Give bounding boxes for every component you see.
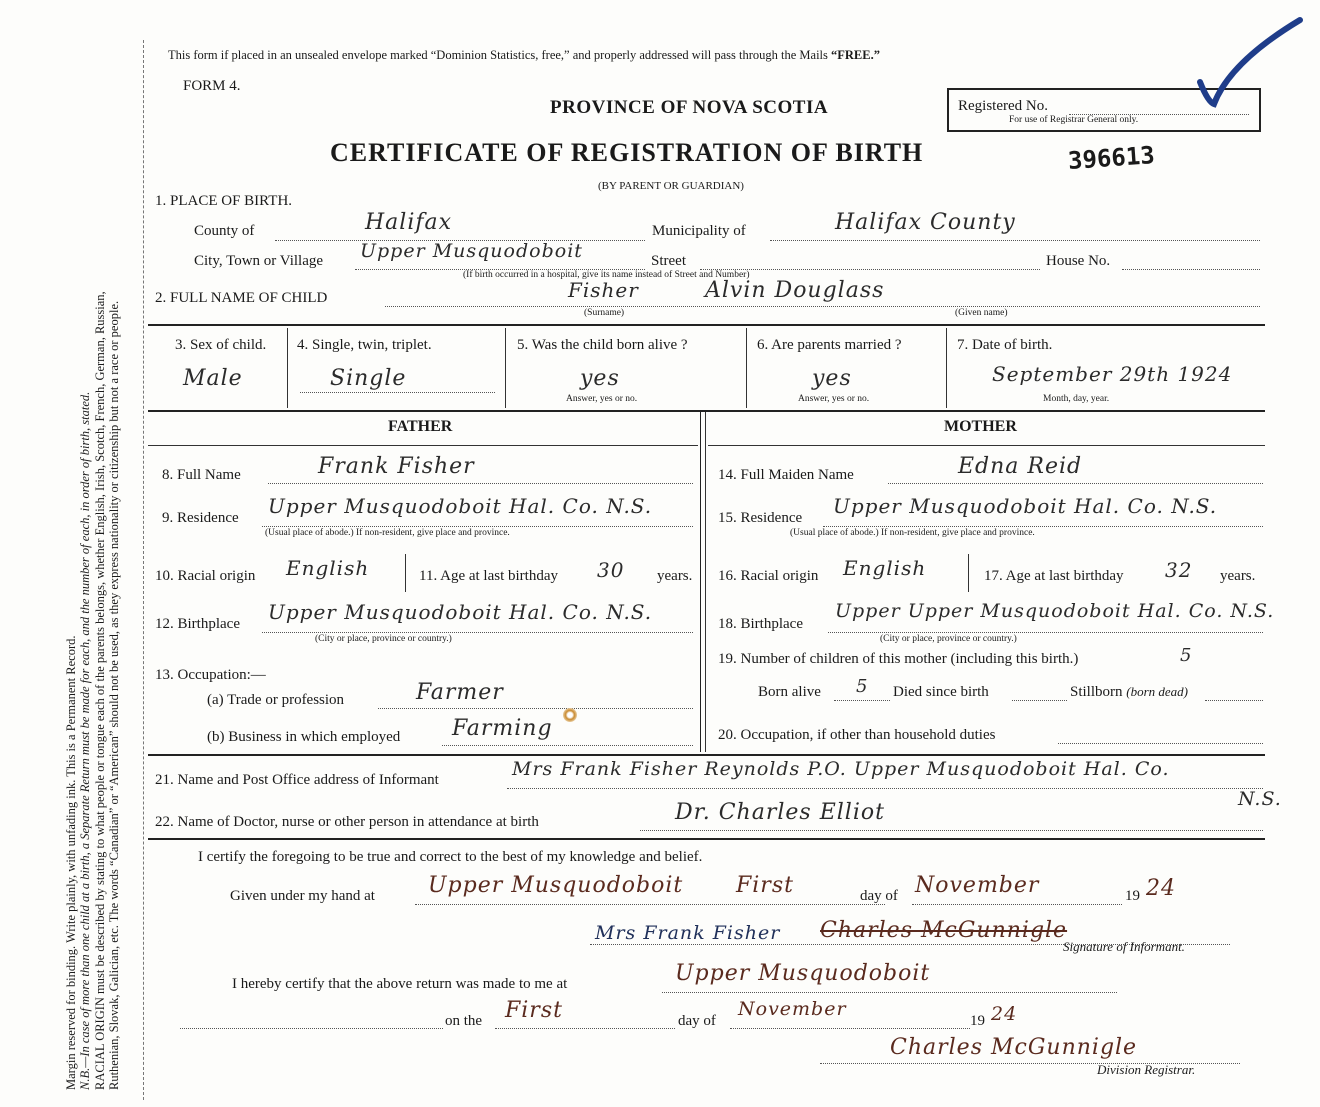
- rule-after-details: [148, 410, 1265, 412]
- check-mark-icon: [1190, 12, 1310, 112]
- house-no-line: [1122, 269, 1260, 270]
- given-under-label: Given under my hand at: [230, 888, 375, 904]
- father-age-label: 11. Age at last birthday: [419, 568, 558, 584]
- informant-label: 21. Name and Post Office address of Informant: [155, 772, 439, 788]
- registrar-year-value: 24: [991, 1003, 1018, 1025]
- registrar-day-of-label: day of: [678, 1013, 716, 1029]
- registrar-signature-caption: Division Registrar.: [1097, 1062, 1196, 1077]
- born-alive-count-value: 5: [856, 676, 869, 697]
- mother-age-label: 17. Age at last birthday: [984, 568, 1124, 584]
- mother-birthplace-caption: (City or place, province or country.): [880, 634, 1017, 644]
- divider-4-5: [505, 328, 506, 408]
- dob-label: 7. Date of birth.: [957, 337, 1053, 353]
- on-the-label: on the: [445, 1013, 483, 1029]
- father-name-line: [268, 483, 693, 484]
- mother-heading-rule: [708, 445, 1265, 446]
- trade-value: Farmer: [416, 680, 504, 705]
- business-value: Farming: [452, 716, 553, 741]
- occupation-label: 13. Occupation:—: [155, 667, 266, 683]
- municipality-label: Municipality of: [652, 223, 746, 239]
- child-given-name-value: Alvin Douglass: [705, 278, 885, 303]
- mother-birthplace-line: [828, 632, 1263, 633]
- given-place-line: [415, 904, 885, 905]
- dob-value: September 29th 1924: [992, 362, 1233, 386]
- mother-residence-value: Upper Musquodoboit Hal. Co. N.S.: [833, 494, 1218, 518]
- rule-after-parents: [148, 754, 1265, 756]
- born-alive-label: 5. Was the child born alive ?: [517, 337, 688, 353]
- margin-instructions: [64, 291, 122, 1090]
- registrar-statement: I hereby certify that the above return was made to me at: [232, 976, 568, 992]
- city-label: City, Town or Village: [194, 253, 324, 269]
- hospital-note: (If birth occurred in a hospital, give its name instead of Street and Number): [463, 270, 750, 280]
- mother-heading: MOTHER: [944, 418, 1017, 435]
- given-year-value: 24: [1146, 876, 1176, 901]
- sex-value: Male: [183, 366, 243, 391]
- given-day-value: First: [736, 873, 794, 898]
- mother-occupation-label: 20. Occupation, if other than household duties: [718, 727, 996, 743]
- father-heading-rule: [148, 445, 698, 446]
- mother-name-line: [888, 483, 1263, 484]
- house-no-label: House No.: [1046, 253, 1111, 269]
- divider-6-7: [946, 328, 947, 408]
- born-alive-value: yes: [580, 366, 620, 391]
- registrar-place-value: Upper Musquodoboit: [675, 961, 931, 986]
- father-birthplace-label: 12. Birthplace: [155, 616, 240, 632]
- father-years-label: years.: [657, 568, 693, 584]
- on-the-leading-line: [180, 1028, 443, 1029]
- father-racial-value: English: [286, 556, 370, 580]
- married-value: yes: [812, 366, 852, 391]
- sex-label: 3. Sex of child.: [175, 337, 267, 353]
- municipality-line: [770, 240, 1260, 241]
- mother-birthplace-value: Upper Upper Musquodoboit Hal. Co. N.S.: [835, 600, 1275, 622]
- registered-no-label: Registered No.: [958, 98, 1048, 114]
- father-birthplace-caption: (City or place, province or country.): [315, 634, 452, 644]
- margin-line-4: Ruthenian, Slovak, Galician, etc. The words “Canadian” or “American” should not be used, as they express nationality or citizenship but not a race or people.: [107, 300, 122, 1090]
- registrar-day-line: [495, 1028, 675, 1029]
- divider-3-4: [287, 328, 288, 408]
- father-residence-caption: (Usual place of abode.) If non-resident, give place and province.: [265, 528, 510, 538]
- father-birthplace-value: Upper Musquodoboit Hal. Co. N.S.: [268, 600, 653, 624]
- doctor-line: [640, 830, 1263, 831]
- father-name-label: 8. Full Name: [162, 467, 241, 483]
- mother-occupation-line: [1058, 743, 1263, 744]
- margin-line-2: N.B.—In case of more than one child at a birth, a Separate Return must be made for each, and the number of each, in order of birth, stated.: [78, 391, 93, 1090]
- registrar-month-line: [730, 1028, 970, 1029]
- county-label: County of: [194, 223, 255, 239]
- mother-birthplace-label: 18. Birthplace: [718, 616, 803, 632]
- rule-after-name: [148, 324, 1265, 326]
- registrar-month-value: November: [738, 998, 847, 1020]
- informant-line: [507, 788, 1263, 789]
- mother-years-label: years.: [1220, 568, 1256, 584]
- doctor-value: Dr. Charles Elliot: [675, 800, 885, 825]
- parents-column-divider-inner: [705, 412, 706, 752]
- given-year-prefix: 19: [1125, 888, 1140, 904]
- informant-signature: Mrs Frank Fisher: [595, 922, 781, 944]
- doctor-label: 22. Name of Doctor, nurse or other person in attendance at birth: [155, 814, 539, 830]
- married-label: 6. Are parents married ?: [757, 337, 902, 353]
- registrar-year-prefix: 19: [970, 1013, 985, 1029]
- given-name-caption: (Given name): [955, 308, 1008, 318]
- municipality-value: Halifax County: [835, 210, 1016, 235]
- multiplicity-line: [300, 392, 495, 393]
- married-caption: Answer, yes or no.: [798, 394, 870, 404]
- informant-value: Mrs Frank Fisher Reynolds P.O. Upper Musquodoboit Hal. Co.: [512, 758, 1170, 780]
- child-surname-value: Fisher: [568, 278, 639, 302]
- father-birthplace-line: [262, 632, 693, 633]
- child-name-label: 2. FULL NAME OF CHILD: [155, 290, 328, 306]
- father-name-value: Frank Fisher: [318, 454, 475, 479]
- multiplicity-label: 4. Single, twin, triplet.: [297, 337, 432, 353]
- stillborn-label: Stillborn (born dead): [1070, 684, 1189, 700]
- mother-racial-divider: [968, 554, 969, 592]
- born-alive-caption: Answer, yes or no.: [566, 394, 638, 404]
- died-since-birth-line: [1012, 700, 1067, 701]
- certification-statement: I certify the foregoing to be true and correct to the best of my knowledge and belief.: [198, 849, 703, 865]
- trade-label: (a) Trade or profession: [207, 692, 345, 708]
- place-of-birth-label: 1. PLACE OF BIRTH.: [155, 193, 293, 209]
- dob-caption: Month, day, year.: [1043, 394, 1110, 404]
- father-residence-label: 9. Residence: [162, 510, 239, 526]
- children-count-value: 5: [1180, 645, 1193, 666]
- surname-caption: (Surname): [584, 308, 625, 318]
- father-racial-label: 10. Racial origin: [155, 568, 256, 584]
- child-name-line: [385, 306, 1260, 307]
- born-alive-count-line: [834, 700, 890, 701]
- binding-margin: [0, 0, 140, 1107]
- father-residence-line: [262, 526, 693, 527]
- trade-line: [378, 708, 693, 709]
- divider-5-6: [746, 328, 747, 408]
- mother-residence-label: 15. Residence: [718, 510, 803, 526]
- county-value: Halifax: [365, 210, 453, 235]
- given-month-value: November: [915, 873, 1040, 898]
- mother-age-value: 32: [1165, 558, 1193, 582]
- given-day-of-label: day of: [860, 888, 898, 904]
- form-number: FORM 4.: [183, 78, 241, 94]
- registrar-place-line: [662, 992, 1117, 993]
- mother-residence-line: [823, 526, 1263, 527]
- father-heading: FATHER: [388, 418, 453, 435]
- father-racial-divider: [405, 554, 406, 592]
- province-heading: PROVINCE OF NOVA SCOTIA: [550, 97, 829, 118]
- parents-column-divider: [700, 412, 701, 752]
- business-label: (b) Business in which employed: [207, 729, 401, 745]
- registrar-use-note: For use of Registrar General only.: [1009, 115, 1139, 125]
- margin-line-1: Margin reserved for binding. Write plainly, with unfading ink. This is a Permanent Record.: [64, 635, 78, 1090]
- informant-value-continued: N.S.: [1238, 788, 1282, 810]
- ink-blot: [563, 708, 577, 722]
- registrar-signature: Charles McGunnigle: [890, 1035, 1138, 1060]
- father-residence-value: Upper Musquodoboit Hal. Co. N.S.: [268, 494, 653, 518]
- died-since-birth-label: Died since birth: [893, 684, 989, 700]
- mother-residence-caption: (Usual place of abode.) If non-resident, give place and province.: [790, 528, 1035, 538]
- stillborn-line: [1205, 700, 1263, 701]
- given-place-value: Upper Musquodoboit: [428, 873, 684, 898]
- multiplicity-value: Single: [330, 366, 407, 391]
- binding-margin-rule: [143, 40, 144, 1100]
- mother-racial-value: English: [843, 556, 927, 580]
- street-label: Street: [651, 253, 686, 269]
- mother-name-value: Edna Reid: [958, 454, 1083, 479]
- city-value: Upper Musquodoboit: [360, 240, 583, 262]
- mother-racial-label: 16. Racial origin: [718, 568, 819, 584]
- registration-stamp-number: 396613: [1067, 141, 1156, 175]
- registrar-day-value: First: [505, 998, 563, 1023]
- rule-before-certification: [148, 838, 1265, 840]
- born-alive-count-label: Born alive: [758, 684, 821, 700]
- father-age-value: 30: [597, 558, 625, 582]
- street-line: [700, 269, 1040, 270]
- mail-notice: This form if placed in an unsealed envelope marked “Dominion Statistics, free,” and properly addressed will pass through the Mails “FREE.”: [168, 48, 880, 62]
- business-line: [442, 745, 693, 746]
- informant-signature-caption: Signature of Informant.: [1063, 939, 1185, 954]
- mother-name-label: 14. Full Maiden Name: [718, 467, 854, 483]
- page-subtitle: (BY PARENT OR GUARDIAN): [598, 180, 744, 192]
- margin-line-3: RACIAL ORIGIN must be described by stating to what people or tongue each of the parents belongs, whether English, Irish, Scotch, French, German, Russian,: [92, 291, 107, 1090]
- children-count-label: 19. Number of children of this mother (including this birth.): [718, 651, 1079, 667]
- page-title: CERTIFICATE OF REGISTRATION OF BIRTH: [330, 138, 924, 167]
- struck-signature: Charles McGunnigle: [820, 918, 1068, 943]
- given-month-line: [912, 904, 1122, 905]
